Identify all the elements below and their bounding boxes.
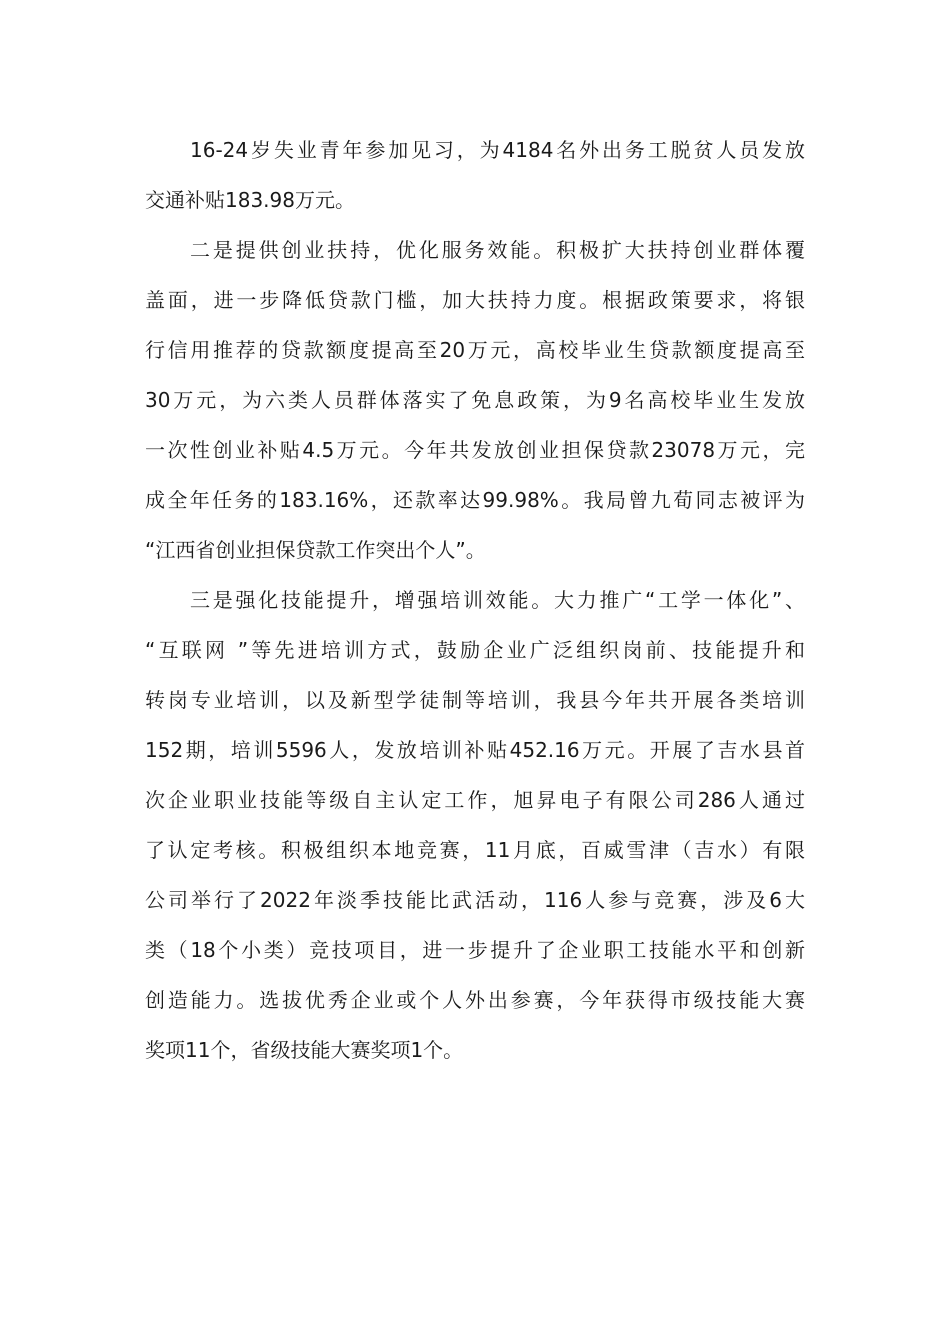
text-line: 类（18个小类）竞技项目，进一步提升了企业职工技能水平和创新 [145,938,805,962]
text-line: “互联网 ”等先进培训方式，鼓励企业广泛组织岗前、技能提升和 [145,638,805,662]
text-line: 行信用推荐的贷款额度提高至20万元，高校毕业生贷款额度提高至 [145,338,805,362]
text-line: 公司举行了2022年淡季技能比武活动，116人参与竞赛，涉及6大 [145,888,805,912]
text-line: 创造能力。选拔优秀企业或个人外出参赛，今年获得市级技能大赛 [145,988,805,1012]
text-line: 三是强化技能提升，增强培训效能。大力推广“工学一体化”、 [190,588,805,612]
text-line: 交通补贴183.98万元。 [145,188,355,212]
text-line: 了认定考核。积极组织本地竞赛，11月底，百威雪津（吉水）有限 [145,838,805,862]
text-line: 一次性创业补贴4.5万元。今年共发放创业担保贷款23078万元，完 [145,438,805,462]
text-line: 次企业职业技能等级自主认定工作，旭昇电子有限公司286人通过 [145,788,805,812]
text-line: 盖面，进一步降低贷款门槛，加大扶持力度。根据政策要求，将银 [145,288,805,312]
text-line: 成全年任务的183.16%，还款率达99.98%。我局曾九荀同志被评为 [145,488,805,512]
text-line: 奖项11个，省级技能大赛奖项1个。 [145,1038,464,1062]
text-line: 16-24岁失业青年参加见习，为4184名外出务工脱贫人员发放 [190,138,805,162]
text-line: 二是提供创业扶持，优化服务效能。积极扩大扶持创业群体覆 [190,238,805,262]
text-line: 152期，培训5596人，发放培训补贴452.16万元。开展了吉水县首 [145,738,805,762]
text-line: “江西省创业担保贷款工作突出个人”。 [145,538,486,562]
text-line: 转岗专业培训，以及新型学徒制等培训，我县今年共开展各类培训 [145,688,805,712]
text-line: 30万元，为六类人员群体落实了免息政策，为9名高校毕业生发放 [145,388,805,412]
